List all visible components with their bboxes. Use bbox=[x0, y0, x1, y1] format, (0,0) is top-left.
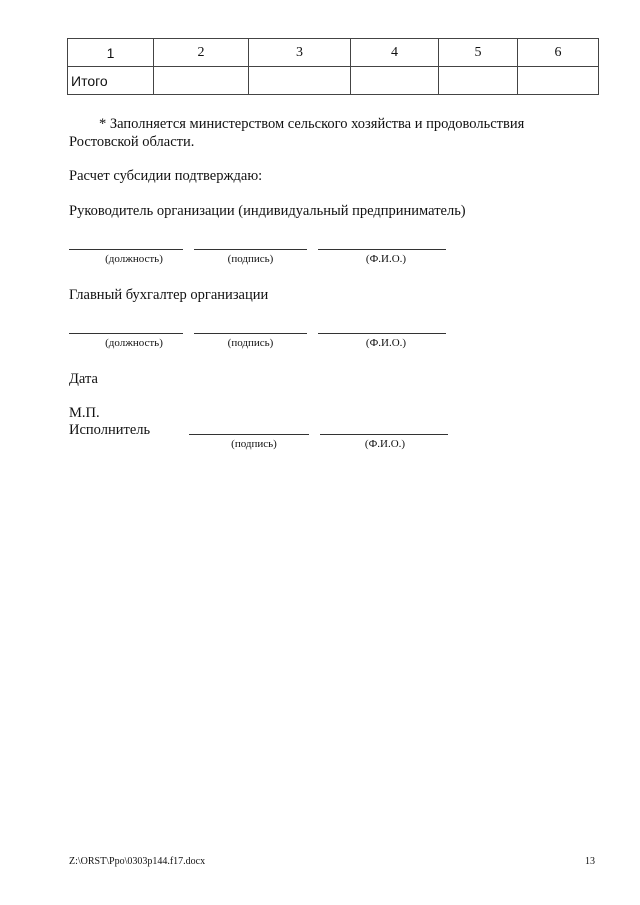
head-name-caption: (Ф.И.О.) bbox=[365, 253, 407, 265]
accountant-position-line[interactable] bbox=[69, 333, 183, 334]
executor-name-caption: (Ф.И.О.) bbox=[364, 438, 406, 450]
header-cell-5: 5 bbox=[439, 39, 518, 67]
total-cell-6 bbox=[518, 67, 599, 95]
head-position-line[interactable] bbox=[69, 249, 183, 250]
accountant-position-caption: (должность) bbox=[105, 337, 163, 349]
head-signature-caption: (подпись) bbox=[227, 253, 274, 265]
header-cell-1: 1 bbox=[68, 39, 154, 67]
accountant-signature-caption: (подпись) bbox=[227, 337, 274, 349]
header-cell-6: 6 bbox=[518, 39, 599, 67]
total-label-cell: Итого bbox=[68, 67, 154, 95]
head-position-caption: (должность) bbox=[105, 253, 163, 265]
stamp-label: М.П. bbox=[69, 405, 100, 421]
head-name-line[interactable] bbox=[318, 249, 446, 250]
date-label: Дата bbox=[69, 371, 98, 387]
executor-signature-line[interactable] bbox=[189, 434, 309, 435]
header-cell-4: 4 bbox=[351, 39, 439, 67]
footnote-line-1: * Заполняется министерством сельского хозяйства и продовольствия bbox=[99, 116, 525, 132]
total-cell-4 bbox=[351, 67, 439, 95]
accountant-signature-line[interactable] bbox=[194, 333, 307, 334]
accountant-name-line[interactable] bbox=[318, 333, 446, 334]
accountant-title: Главный бухгалтер организации bbox=[69, 287, 269, 303]
footer-file-path: Z:\ORST\Ppo\0303p144.f17.docx bbox=[69, 856, 206, 867]
table-header-row bbox=[68, 39, 599, 67]
footnote-line-2: Ростовской области. bbox=[69, 134, 195, 150]
header-cell-3: 3 bbox=[249, 39, 351, 67]
subsidy-table bbox=[67, 38, 599, 95]
accountant-name-caption: (Ф.И.О.) bbox=[365, 337, 407, 349]
header-cell-2: 2 bbox=[154, 39, 249, 67]
footer-page-number: 13 bbox=[585, 856, 595, 867]
executor-label: Исполнитель bbox=[69, 422, 151, 438]
head-title: Руководитель организации (индивидуальный предприниматель) bbox=[69, 203, 466, 219]
confirm-text: Расчет субсидии подтверждаю: bbox=[69, 168, 263, 184]
total-cell-5 bbox=[439, 67, 518, 95]
executor-signature-caption: (подпись) bbox=[231, 438, 277, 450]
table-total-row bbox=[68, 67, 599, 95]
head-signature-line[interactable] bbox=[194, 249, 307, 250]
total-cell-3 bbox=[249, 67, 351, 95]
executor-name-line[interactable] bbox=[320, 434, 448, 435]
total-cell-2 bbox=[154, 67, 249, 95]
